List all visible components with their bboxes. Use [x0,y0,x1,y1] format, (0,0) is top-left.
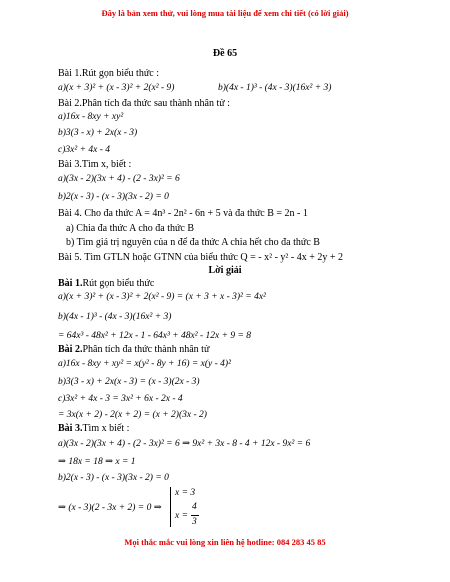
problem-2-title: Bài 2.Phân tích đa thức sau thành nhân tử : [58,98,230,109]
solution-1-label: Bài 1. [58,278,83,289]
problem-3b: b)2(x - 3) - (x - 3)(3x - 2) = 0 [58,192,169,202]
problem-1-title: Bài 1.Rút gọn biểu thức : [58,68,159,79]
problem-4a: a) Chia đa thức A cho đa thức B [66,223,195,234]
exam-title: Đề 65 [212,48,238,59]
solution-3a-line2: ⇒ 18x = 18 ⇒ x = 1 [58,457,136,467]
solution-1-heading [58,279,154,289]
problem-2b: b)3(3 - x) + 2x(x - 3) [58,128,138,138]
solution-3b-line1: b)2(x - 3) - (x - 3)(3x - 2) = 0 [58,473,169,483]
solution-3a-line1: a)(3x - 2)(3x + 4) - (2 - 3x)² = 6 ⇒ 9x² + 3x - 8 - 4 + 12x - 9x² = 6 [58,439,311,449]
solution-1-title: Rút gọn biểu thức [82,278,155,289]
solution-2c-line2: = 3x(x + 2) - 2(x + 2) = (x + 2)(3x - 2) [58,410,207,420]
footer-hotline: Mọi thắc mắc vui lòng xin liên hệ hotline: 084 283 45 85 [124,537,326,547]
solution-2-label: Bài 2. [58,344,83,355]
solution-3-title: Tìm x biết : [82,423,130,434]
problem-3-title: Bài 3.Tìm x, biết : [58,159,132,170]
solution-1a: a)(x + 3)² + (x - 3)² + 2(x² - 9) = (x + 3 + x - 3)² = 4x² [58,292,266,302]
solution-1b-line2: = 64x³ - 48x² + 12x - 1 - 64x³ + 48x² - 12x + 9 = 8 [58,331,252,341]
case-x-equals-3: x = 3 [175,488,196,498]
problem-2a: a)16x - 8xy + xy² [58,112,124,122]
solution-2-title: Phân tích đa thức thành nhân tử [82,344,210,355]
problem-1a: a)(x + 3)² + (x - 3)² + 2(x² - 9) [58,83,175,93]
solution-title: Lời giải [208,265,242,276]
fraction-denominator: 3 [192,517,197,527]
problem-4b: b) Tìm giá trị nguyên của n để đa thức A chia hết cho đa thức B [66,237,320,248]
solution-1b-line1: b)(4x - 1)³ - (4x - 3)(16x² + 3) [58,312,172,322]
solution-2c-line1: c)3x² + 4x - 3 = 3x² + 6x - 2x - 4 [58,394,183,404]
solution-3-label: Bài 3. [58,423,83,434]
preview-banner: Đây là bản xem thử, vui lòng mua tài liệu để xem chi tiết (có lời giải) [101,8,349,18]
solution-2b: b)3(3 - x) + 2x(x - 3) = (x - 3)(2x - 3) [58,377,200,387]
fraction-numerator: 4 [192,502,197,512]
fraction-bar [191,515,199,516]
problem-1b: b)(4x - 1)³ - (4x - 3)(16x² + 3) [218,83,332,93]
problem-2c: c)3x² + 4x - 4 [58,145,110,155]
solution-2-heading [58,345,209,355]
problem-5-statement: Bài 5. Tìm GTLN hoặc GTNN của biểu thức Q = - x² - y² - 4x + 2y + 2 [58,252,344,263]
solution-3b-line2: ⇒ (x - 3)(2 - 3x + 2) = 0 ⇒ [58,503,162,513]
solution-2a: a)16x - 8xy + xy² = x(y² - 8y + 16) = x(y - 4)² [58,359,231,369]
problem-4-statement: Bài 4. Cho đa thức A = 4n³ - 2n² - 6n + 5 và đa thức B = 2n - 1 [58,208,308,219]
case-x-equals-fraction: x = [175,511,189,521]
case-bracket [170,487,171,527]
problem-3a: a)(3x - 2)(3x + 4) - (2 - 3x)² = 6 [58,174,180,184]
solution-3-heading [58,424,129,434]
